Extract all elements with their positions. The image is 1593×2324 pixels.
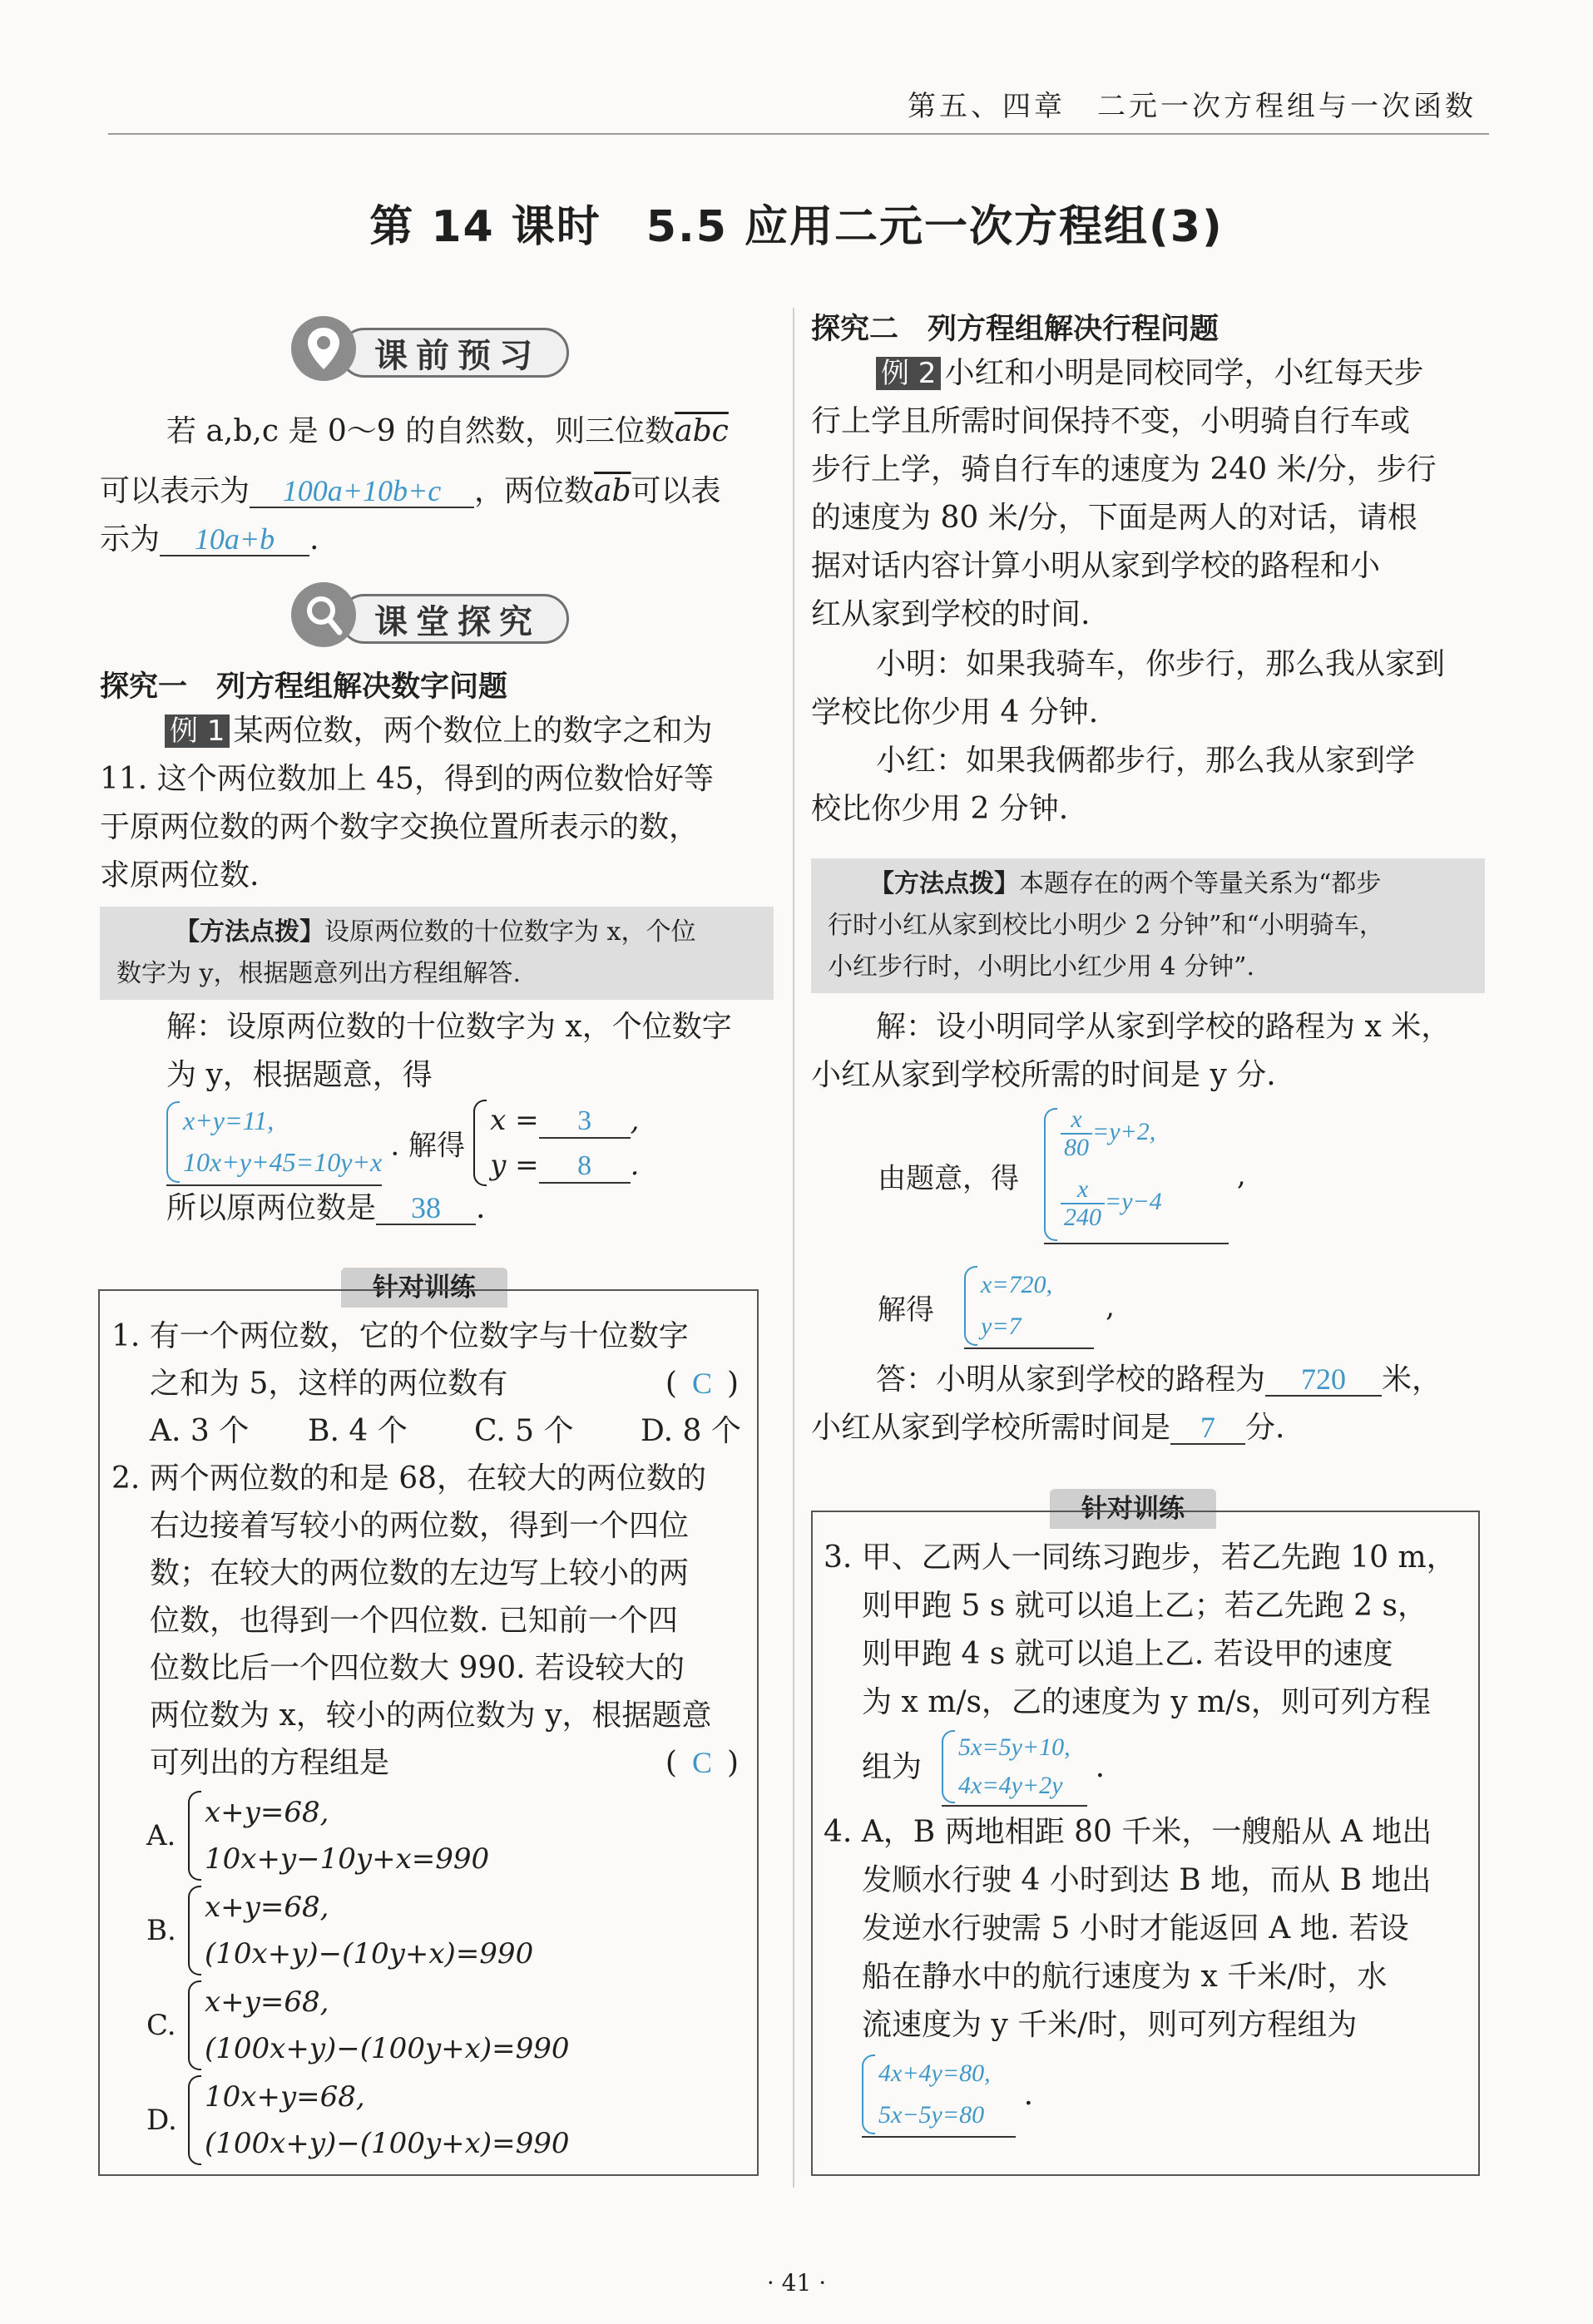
equation-row: 10x+y−10y+x=990 — [205, 1842, 490, 1876]
preview-text-3: ，两位数 — [474, 474, 595, 508]
hint-line: 小红步行时，小明比小红少用 4 分钟”. — [828, 952, 1255, 982]
location-pin-icon — [291, 316, 356, 381]
y-eq: y = — [490, 1149, 539, 1182]
solution-1-equations — [166, 1098, 639, 1188]
solve-text: . 解得 — [390, 1129, 465, 1163]
q3-line: 则甲跑 5 s 就可以追上乙；若乙先跑 2 s， — [862, 1589, 1427, 1623]
equation-row: (100x+y)−(100y+x)=990 — [205, 2032, 570, 2065]
dialog-xiaohong: 校比你少用 2 分钟. — [811, 792, 1069, 826]
answer-text: 米， — [1382, 1362, 1442, 1397]
q2-line: 2. 两个两位数的和是 68，在较大的两位数的 — [111, 1461, 707, 1496]
q2-line: 位数比后一个四位数大 990. 若设较大的 — [150, 1651, 685, 1685]
ab-overline: $\overline{ab}$ — [594, 474, 631, 508]
solve-line-2 — [878, 1264, 1115, 1349]
solution-line: 解：设小明同学从家到学校的路程为 x 米， — [876, 1010, 1452, 1044]
q4-line: 船在静水中的航行速度为 x 千米/时，水 — [862, 1960, 1388, 1994]
q4-answer-system — [862, 2053, 1016, 2138]
answer-system-2 — [1044, 1106, 1229, 1244]
hint-tag: 【方法点拨】 — [175, 917, 324, 947]
example-2 — [811, 349, 1477, 833]
fraction-numerator: x — [1061, 1176, 1105, 1204]
preview-banner-text: 课前预习 — [374, 336, 541, 375]
equation-row: (100x+y)−(100y+x)=990 — [205, 2127, 570, 2160]
practice-1-content — [111, 1313, 752, 1787]
equation-row: x+y=68, — [205, 1985, 329, 2019]
example-2-line: 行上学且所需时间保持不变，小明骑自行车或 — [811, 404, 1411, 438]
preview-text-1: 若 a,b,c 是 0～9 的自然数，则三位数 — [166, 414, 675, 448]
q4-line: 发顺水行驶 4 小时到达 B 地，而从 B 地出 — [862, 1863, 1432, 1897]
x-answer: 3 — [539, 1105, 631, 1139]
option-label: A. — [146, 1819, 176, 1852]
comma: , — [1236, 1159, 1246, 1192]
preview-answer-1: 100a+10b+c — [250, 475, 474, 508]
solution-2 — [811, 1003, 1477, 1100]
equation-row: x+y=68, — [205, 1796, 329, 1829]
brace — [473, 1100, 487, 1186]
method-hint-2 — [811, 858, 1485, 993]
explore-banner-text: 课堂探究 — [374, 602, 541, 641]
q2-paren-right: ) — [726, 1746, 739, 1780]
q2-line: 可列出的方程组是 — [150, 1746, 390, 1780]
solve-text: 解得 — [878, 1293, 934, 1327]
equation-row: 4x+4y=80, — [878, 2059, 991, 2087]
hint-tag: 【方法点拨】 — [869, 869, 1019, 898]
q2-option-a — [146, 1788, 569, 1883]
equation-rest: =y−4 — [1105, 1187, 1162, 1215]
equation-setup-2 — [878, 1106, 1246, 1244]
q2-line: 数；在较大的两位数的左边写上较小的两 — [150, 1556, 690, 1590]
preview-text-2: 可以表示为 — [100, 474, 250, 508]
preview-banner — [291, 316, 574, 383]
x-eq: x = — [490, 1104, 539, 1137]
equation-row: y=7 — [981, 1313, 1022, 1340]
result-answer: 38 — [376, 1192, 476, 1225]
example-1-line: 于原两位数的两个数字交换位置所表示的数， — [100, 810, 700, 844]
dialog-xiaoming: 学校比你少用 4 分钟. — [811, 695, 1099, 729]
solve-answer-system — [964, 1264, 1094, 1349]
equation-row: 4x=4y+2y — [958, 1772, 1063, 1799]
q2-options — [146, 1788, 569, 2168]
brace — [862, 2055, 875, 2134]
q4-end: . — [1023, 2078, 1034, 2112]
equation-row: x=720, — [981, 1271, 1053, 1298]
equation-row: (10x+y)−(10y+x)=990 — [205, 1937, 534, 1970]
q2-answer: C — [691, 1746, 712, 1779]
answer-text: 答：小明从家到学校的路程为 — [876, 1362, 1266, 1397]
answer-text: 分. — [1245, 1411, 1285, 1445]
example-1-line: 求原两位数. — [100, 858, 260, 893]
example-2-line: 据对话内容计算小明从家到学校的路程和小 — [811, 549, 1381, 583]
q3-tail: 组为 — [862, 1750, 923, 1784]
brace — [188, 2075, 201, 2165]
equation-row: 5x−5y=80 — [878, 2101, 985, 2129]
q3-line: 则甲跑 4 s 就可以追上乙. 若设甲的速度 — [862, 1637, 1393, 1671]
q4-line: 4. A，B 两地相距 80 千米，一艘船从 A 地出 — [824, 1815, 1432, 1849]
explore-banner — [291, 582, 574, 649]
practice-2-content — [824, 1534, 1472, 2141]
abc-overline: $\overline{abc}$ — [675, 414, 729, 448]
dialog-xiaohong: 小红：如果我俩都步行，那么我从家到学 — [876, 744, 1416, 778]
equation-row: x+y=11, — [183, 1105, 275, 1135]
example-1-line: 某两位数，两个数位上的数字之和为 — [233, 714, 713, 748]
q3-line: 3. 甲、乙两人一同练习跑步，若乙先跑 10 m， — [824, 1540, 1457, 1575]
hint-line: 本题存在的两个等量关系为“都步 — [1019, 869, 1382, 898]
q2-line: 两位数为 x，较小的两位数为 y，根据题意 — [150, 1698, 712, 1733]
hint-line: 设原两位数的十位数字为 x，个位 — [324, 917, 696, 947]
example-1-label: 例 1 — [165, 715, 230, 748]
q3-answer-system — [942, 1728, 1087, 1807]
q3-end: . — [1095, 1750, 1106, 1784]
brace — [188, 1886, 201, 1975]
option-label: C. — [146, 2009, 176, 2042]
comma: , — [1106, 1290, 1115, 1323]
solution-line: 解：设原两位数的十位数字为 x，个位数字 — [166, 1010, 732, 1044]
column-divider — [793, 308, 794, 2188]
brace — [942, 1730, 955, 1803]
practice-2-tag: 针对训练 — [1050, 1489, 1216, 1529]
answer-system-1 — [166, 1100, 382, 1186]
preview-answer-2: 10a+b — [160, 523, 309, 556]
example-2-line: 的速度为 80 米/分，下面是两人的对话，请根 — [811, 501, 1417, 535]
chapter-header: 第五、四章 二元一次方程组与一次函数 — [908, 90, 1477, 123]
brace — [188, 1791, 201, 1881]
time-answer: 7 — [1170, 1412, 1245, 1445]
q1-option-c: C. 5 个 — [474, 1414, 574, 1448]
explore-two-title: 探究二 列方程组解决行程问题 — [811, 313, 1219, 346]
q2-line: 右边接着写较小的两位数，得到一个四位 — [150, 1509, 690, 1543]
hint-line: 数字为 y，根据题意列出方程组解答. — [116, 959, 522, 988]
answer-2 — [811, 1356, 1477, 1452]
solution-line: 为 y，根据题意，得 — [166, 1058, 433, 1092]
brace — [1044, 1108, 1057, 1241]
example-2-line: 小红和小明是同校同学，小红每天步 — [944, 356, 1424, 390]
hint-line: 行时小红从家到校比小明少 2 分钟”和“小明骑车， — [828, 911, 1384, 940]
example-1 — [100, 707, 765, 900]
equation-row: 10x+y+45=10y+x — [183, 1147, 383, 1177]
q1-option-b: B. 4 个 — [308, 1414, 408, 1448]
q3-line: 为 x m/s，乙的速度为 y m/s，则可列方程 — [862, 1685, 1431, 1719]
explore-one-title: 探究一 列方程组解决数字问题 — [100, 670, 508, 704]
option-label: B. — [146, 1914, 176, 1947]
preview-question — [100, 408, 765, 564]
preview-text-4: 可以表 — [631, 474, 721, 508]
example-2-line: 步行上学，骑自行车的速度为 240 米/分，步行 — [811, 452, 1437, 487]
equation-row: 5x=5y+10, — [958, 1733, 1071, 1761]
magnifier-icon — [291, 582, 356, 647]
preview-text-6: . — [309, 522, 319, 556]
q4-line: 流速度为 y 千米/时，则可列方程组为 — [862, 2008, 1358, 2042]
solution-1 — [166, 1003, 765, 1100]
brace — [964, 1266, 977, 1346]
by-text: 由题意，得 — [878, 1161, 1019, 1195]
fraction-denominator: 80 — [1064, 1134, 1089, 1161]
result-text: 所以原两位数是 — [166, 1191, 377, 1225]
dialog-xiaoming: 小明：如果我骑车，你步行，那么我从家到 — [876, 647, 1446, 681]
page-number: · 41 · — [766, 2269, 827, 2297]
comma: , — [630, 1104, 640, 1137]
result-end: . — [476, 1191, 486, 1225]
header-divider — [108, 133, 1489, 135]
q2-option-b — [146, 1883, 569, 1978]
preview-text-5: 示为 — [100, 522, 161, 556]
q1-line: 之和为 5，这样的两位数有 — [150, 1367, 508, 1401]
q1-line: 1. 有一个两位数，它的个位数字与十位数字 — [111, 1319, 689, 1353]
solution-line: 小红从家到学校所需的时间是 y 分. — [811, 1058, 1276, 1092]
distance-answer: 720 — [1265, 1363, 1382, 1397]
brace — [166, 1101, 180, 1183]
example-1-line: 11. 这个两位数加上 45，得到的两位数恰好等 — [100, 762, 714, 796]
q2-option-d — [146, 2073, 569, 2168]
q1-option-d: D. 8 个 — [641, 1414, 741, 1448]
equation-rest: =y+2, — [1092, 1117, 1156, 1145]
practice-1-tag: 针对训练 — [341, 1268, 507, 1308]
answer-text: 小红从家到学校所需时间是 — [811, 1411, 1171, 1445]
q1-paren-right: ) — [726, 1367, 739, 1401]
equation-row: x+y=68, — [205, 1891, 329, 1924]
fraction-denominator: 240 — [1064, 1204, 1101, 1231]
fraction-numerator: x — [1061, 1106, 1092, 1135]
example-2-label: 例 2 — [876, 357, 941, 390]
period: . — [630, 1149, 640, 1182]
q2-paren-left: ( — [665, 1746, 677, 1780]
example-2-line: 红从家到学校的时间. — [811, 597, 1091, 631]
result-line-1 — [166, 1184, 485, 1233]
q1-paren-left: ( — [665, 1367, 677, 1401]
lesson-title: 第 14 课时 5.5 应用二元一次方程组(3) — [369, 202, 1224, 252]
equation-row: 10x+y=68, — [205, 2080, 365, 2114]
y-answer: 8 — [539, 1150, 631, 1184]
q2-option-c — [146, 1978, 569, 2073]
result-system-1 — [473, 1098, 639, 1188]
method-hint-1 — [100, 907, 774, 1000]
q1-option-a: A. 3 个 — [150, 1414, 250, 1448]
brace — [188, 1980, 201, 2070]
q1-answer: C — [691, 1367, 712, 1400]
option-label: D. — [146, 2104, 177, 2137]
q4-line: 发逆水行驶需 5 小时才能返回 A 地. 若设 — [862, 1911, 1409, 1946]
q2-line: 位数，也得到一个四位数. 已知前一个四 — [150, 1604, 678, 1638]
